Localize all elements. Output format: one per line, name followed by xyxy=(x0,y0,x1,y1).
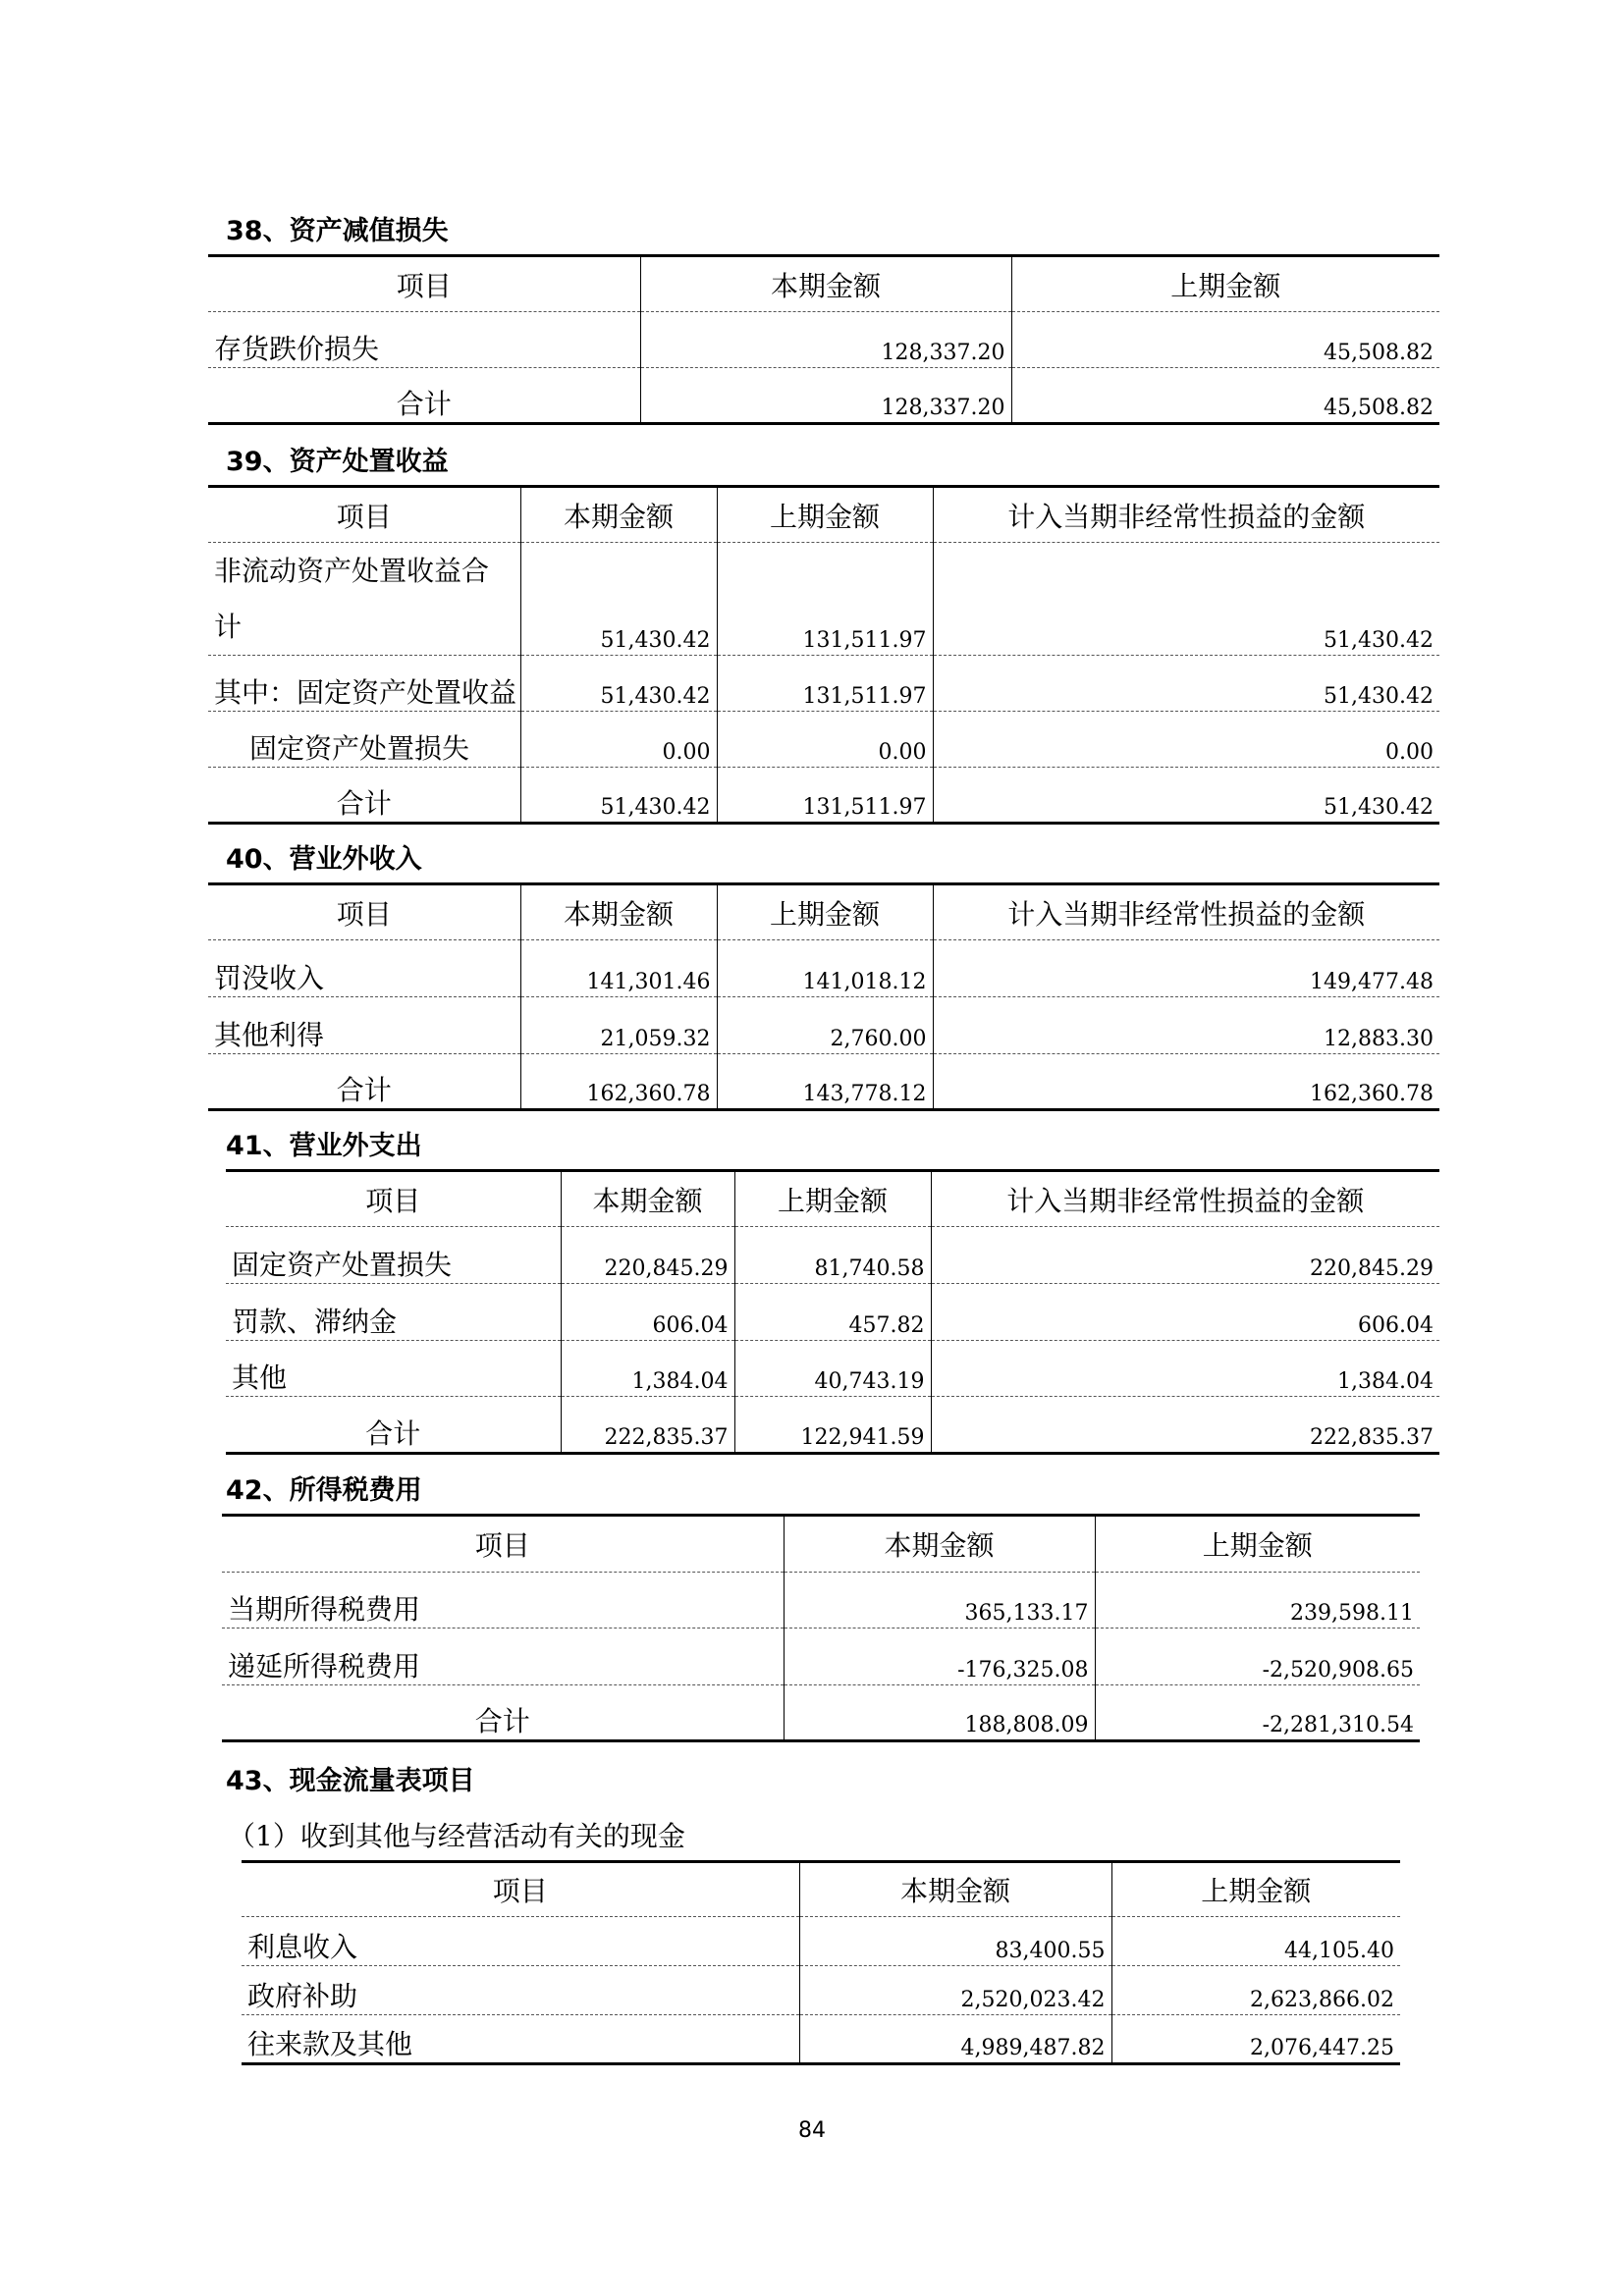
table-row xyxy=(222,1629,1420,1685)
table-row xyxy=(222,1573,1420,1629)
total-row xyxy=(226,1397,1439,1454)
table-header-row xyxy=(226,1171,1439,1227)
row-prior: 122,941.59 xyxy=(734,1397,931,1454)
row-current: 222,835.37 xyxy=(561,1397,734,1454)
row-nonrecurring: 1,384.04 xyxy=(931,1341,1439,1397)
row-prior: 239,598.11 xyxy=(1095,1573,1420,1629)
row-nonrecurring: 162,360.78 xyxy=(933,1054,1439,1110)
row-current: 141,301.46 xyxy=(520,940,717,997)
row-item: 存货跌价损失 xyxy=(208,312,640,368)
row-current: -176,325.08 xyxy=(784,1629,1095,1685)
row-current: 2,520,023.42 xyxy=(799,1966,1111,2015)
row-item: 固定资产处置损失 xyxy=(226,1227,561,1284)
header-current: 本期金额 xyxy=(520,487,717,543)
header-prior: 上期金额 xyxy=(717,487,933,543)
header-prior: 上期金额 xyxy=(717,884,933,940)
table-row xyxy=(242,1966,1400,2015)
row-item: 合计 xyxy=(396,388,452,420)
table-row xyxy=(226,1284,1439,1341)
table-header-row xyxy=(208,487,1439,543)
row-item: 罚没收入 xyxy=(208,940,520,997)
page-number: 84 xyxy=(798,2118,826,2143)
row-prior: 45,508.82 xyxy=(1011,368,1439,424)
disposal-gains-table xyxy=(208,485,1439,825)
row-item: 罚款、滞纳金 xyxy=(226,1284,561,1341)
row-current: 0.00 xyxy=(520,712,717,768)
income-tax-expense-table xyxy=(222,1514,1420,1742)
row-nonrecurring: 220,845.29 xyxy=(931,1227,1439,1284)
header-item: 项目 xyxy=(222,1516,784,1573)
row-prior: -2,520,908.65 xyxy=(1095,1629,1420,1685)
header-prior: 上期金额 xyxy=(1111,1862,1400,1917)
row-nonrecurring: 606.04 xyxy=(931,1284,1439,1341)
row-current: 128,337.20 xyxy=(640,312,1011,368)
table-header-row xyxy=(242,1862,1400,1917)
table-row xyxy=(208,712,1439,768)
row-item: 往来款及其他 xyxy=(247,2028,413,2060)
row-nonrecurring: 149,477.48 xyxy=(933,940,1439,997)
header-nonrecurring: 计入当期非经常性损益的金额 xyxy=(933,487,1439,543)
table-row xyxy=(242,2015,1400,2064)
row-item: 当期所得税费用 xyxy=(222,1573,784,1629)
row-item: 其他 xyxy=(226,1341,561,1397)
table-row xyxy=(226,1227,1439,1284)
row-prior: 45,508.82 xyxy=(1011,312,1439,368)
header-current: 本期金额 xyxy=(520,884,717,940)
row-nonrecurring: 51,430.42 xyxy=(933,656,1439,712)
row-prior: 2,760.00 xyxy=(717,997,933,1054)
header-prior: 上期金额 xyxy=(1011,256,1439,312)
header-current: 本期金额 xyxy=(799,1862,1111,1917)
header-item: 项目 xyxy=(208,256,640,312)
row-current: 51,430.42 xyxy=(520,543,717,656)
total-row xyxy=(208,368,1439,424)
header-current: 本期金额 xyxy=(640,256,1011,312)
header-current: 本期金额 xyxy=(784,1516,1095,1573)
section-39-title: 39、资产处置收益 xyxy=(226,447,449,477)
row-item: 固定资产处置损失 xyxy=(208,712,520,768)
row-prior: 457.82 xyxy=(734,1284,931,1341)
row-prior: 0.00 xyxy=(717,712,933,768)
row-item: 政府补助 xyxy=(242,1966,799,2015)
table-header-row xyxy=(208,884,1439,940)
row-current: 83,400.55 xyxy=(799,1917,1111,1966)
row-current: 188,808.09 xyxy=(784,1685,1095,1741)
row-current: 365,133.17 xyxy=(784,1573,1095,1629)
table-row xyxy=(208,312,1439,368)
row-item: 其中：固定资产处置收益 xyxy=(208,656,520,712)
row-prior: 40,743.19 xyxy=(734,1341,931,1397)
header-nonrecurring: 计入当期非经常性损益的金额 xyxy=(931,1171,1439,1227)
row-current: 1,384.04 xyxy=(561,1341,734,1397)
row-item-line1: 非流动资产处置收益合 xyxy=(214,555,490,587)
row-nonrecurring: 51,430.42 xyxy=(933,543,1439,656)
row-prior: 131,511.97 xyxy=(717,543,933,656)
row-prior: 141,018.12 xyxy=(717,940,933,997)
table-header-row xyxy=(222,1516,1420,1573)
non-operating-expenses-table xyxy=(226,1169,1439,1455)
row-item xyxy=(208,543,520,656)
row-prior: 44,105.40 xyxy=(1111,1917,1400,1966)
row-prior: 143,778.12 xyxy=(717,1054,933,1110)
row-item: 递延所得税费用 xyxy=(222,1629,784,1685)
row-current: 4,989,487.82 xyxy=(799,2015,1111,2064)
row-current: 128,337.20 xyxy=(640,368,1011,424)
table-row xyxy=(208,997,1439,1054)
row-current: 220,845.29 xyxy=(561,1227,734,1284)
header-item: 项目 xyxy=(226,1171,561,1227)
section-43-title: 43、现金流量表项目 xyxy=(226,1766,475,1796)
section-40-title: 40、营业外收入 xyxy=(226,844,422,875)
section-42-title: 42、所得税费用 xyxy=(226,1475,422,1506)
header-nonrecurring: 计入当期非经常性损益的金额 xyxy=(933,884,1439,940)
row-prior: 131,511.97 xyxy=(717,768,933,824)
table-row xyxy=(208,543,1439,656)
row-prior: 131,511.97 xyxy=(717,656,933,712)
row-item: 其他利得 xyxy=(208,997,520,1054)
row-nonrecurring: 51,430.42 xyxy=(933,768,1439,824)
table-row xyxy=(242,1917,1400,1966)
row-current: 51,430.42 xyxy=(520,656,717,712)
total-row xyxy=(222,1685,1420,1741)
row-prior: 2,076,447.25 xyxy=(1111,2015,1400,2064)
header-item: 项目 xyxy=(208,884,520,940)
header-current: 本期金额 xyxy=(561,1171,734,1227)
row-current: 21,059.32 xyxy=(520,997,717,1054)
header-item: 项目 xyxy=(242,1862,799,1917)
row-prior: 81,740.58 xyxy=(734,1227,931,1284)
row-item: 合计 xyxy=(336,787,392,820)
total-row xyxy=(208,768,1439,824)
row-item: 合计 xyxy=(365,1417,421,1450)
non-operating-income-table xyxy=(208,882,1439,1111)
cash-flow-items-table xyxy=(242,1860,1400,2065)
row-prior: 2,623,866.02 xyxy=(1111,1966,1400,2015)
table-row xyxy=(208,656,1439,712)
row-nonrecurring: 12,883.30 xyxy=(933,997,1439,1054)
row-current: 606.04 xyxy=(561,1284,734,1341)
row-current: 162,360.78 xyxy=(520,1054,717,1110)
row-item: 利息收入 xyxy=(242,1917,799,1966)
row-nonrecurring: 222,835.37 xyxy=(931,1397,1439,1454)
table-row xyxy=(226,1341,1439,1397)
row-item-line2: 计 xyxy=(214,611,243,643)
table-header-row xyxy=(208,256,1439,312)
total-row xyxy=(208,1054,1439,1110)
section-43-subtitle: （1）收到其他与经营活动有关的现金 xyxy=(228,1820,685,1852)
row-nonrecurring: 0.00 xyxy=(933,712,1439,768)
row-item: 合计 xyxy=(336,1074,392,1106)
table-row xyxy=(208,940,1439,997)
header-prior: 上期金额 xyxy=(1095,1516,1420,1573)
row-current: 51,430.42 xyxy=(520,768,717,824)
impairment-loss-table xyxy=(208,254,1439,425)
row-item: 合计 xyxy=(474,1705,530,1737)
row-prior: -2,281,310.54 xyxy=(1095,1685,1420,1741)
section-38-title: 38、资产减值损失 xyxy=(226,216,449,246)
header-item: 项目 xyxy=(208,487,520,543)
header-prior: 上期金额 xyxy=(734,1171,931,1227)
section-41-title: 41、营业外支出 xyxy=(226,1131,422,1161)
